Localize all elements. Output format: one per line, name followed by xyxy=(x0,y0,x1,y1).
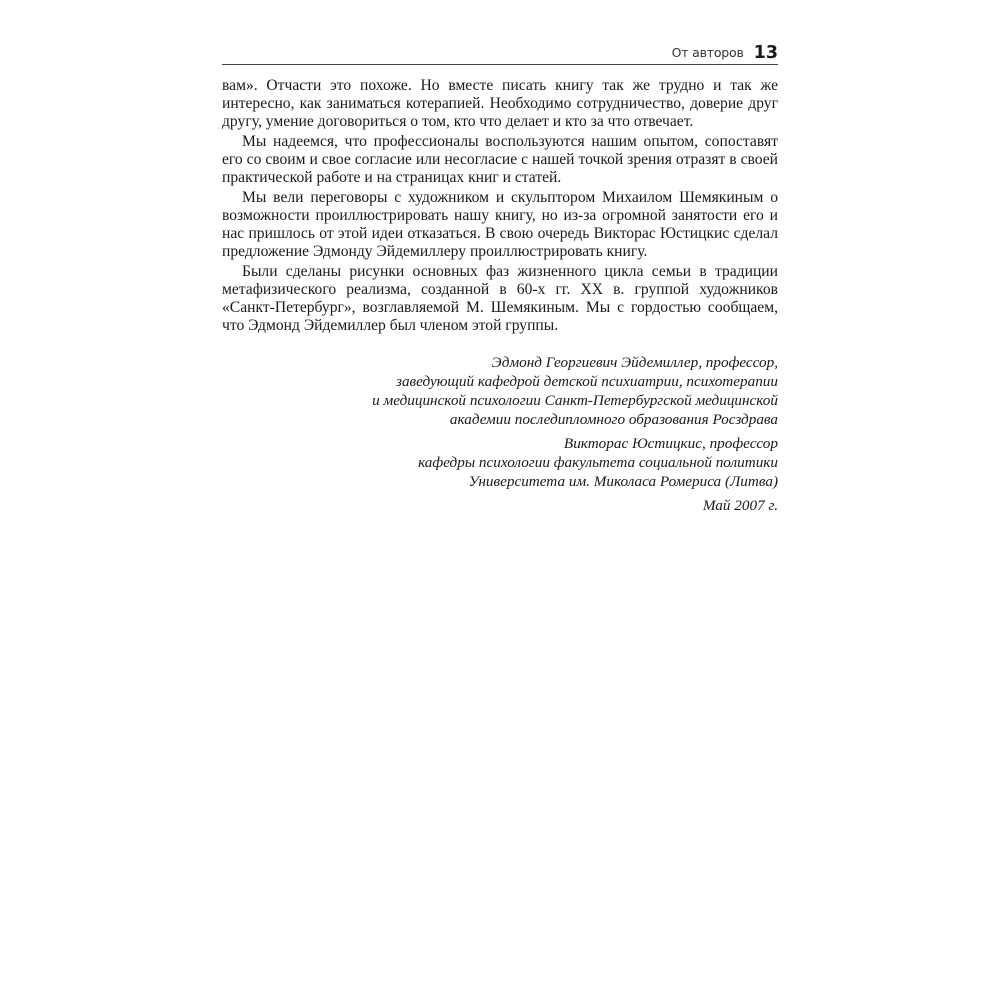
date-line: Май 2007 г. xyxy=(702,497,778,514)
signature-justickis xyxy=(222,434,778,491)
paragraph: Были сделаны рисунки основных фаз жизненного цикла семьи в традиции метафизического реализма, созданной в 60-х гг. XX в. группой художников «Санкт-Петербург», возглавляемой М. Шемякиным. Мы с гордостью сообщаем, что Эдмонд Эйдемиллер был членом этой группы. xyxy=(222,263,778,334)
body-text xyxy=(222,77,778,335)
paragraph: Мы вели переговоры с художником и скульптором Михаилом Шемякиным о возможности проиллюстрировать нашу книгу, но из-за огромной занятости его и нас пришлось от этой идеи отказаться. В свою очередь Викторас Юстицкис сделал предложение Эдмонду Эйдемиллеру проиллюстрировать книгу. xyxy=(222,189,778,260)
page-number: 13 xyxy=(753,43,778,63)
signatures xyxy=(222,353,778,515)
signature-line: академии последипломного образования Росздрава xyxy=(449,411,778,428)
signature-line: Викторас Юстицкис, профессор xyxy=(563,435,778,452)
paragraph: Мы надеемся, что профессионалы воспользуются нашим опытом, сопоставят его со своим и свое согласие или несогласие с нашей точкой зрения отразят в своей практической работе и на страницах книг и статей. xyxy=(222,133,778,186)
signature-line: Эдмонд Георгиевич Эйдемиллер, профессор, xyxy=(491,354,778,371)
signature-line: заведующий кафедрой детской психиатрии, психотерапии xyxy=(396,373,778,390)
signature-line: и медицинской психологии Санкт-Петербургской медицинской xyxy=(372,392,778,409)
running-header xyxy=(222,38,778,65)
section-title: От авторов xyxy=(671,45,744,60)
signature-line: Университета им. Миколаса Ромериса (Литва) xyxy=(468,473,778,490)
signature-line: кафедры психологии факультета социальной политики xyxy=(418,454,778,471)
paragraph-continued: вам». Отчасти это похоже. Но вместе писать книгу так же трудно и так же интересно, как заниматься котерапией. Необходимо сотрудничество, доверие друг другу, умение договориться о том, кто что делает и кто за что отвечает. xyxy=(222,77,778,130)
signature-eidemiller xyxy=(222,353,778,429)
book-page xyxy=(222,38,778,515)
